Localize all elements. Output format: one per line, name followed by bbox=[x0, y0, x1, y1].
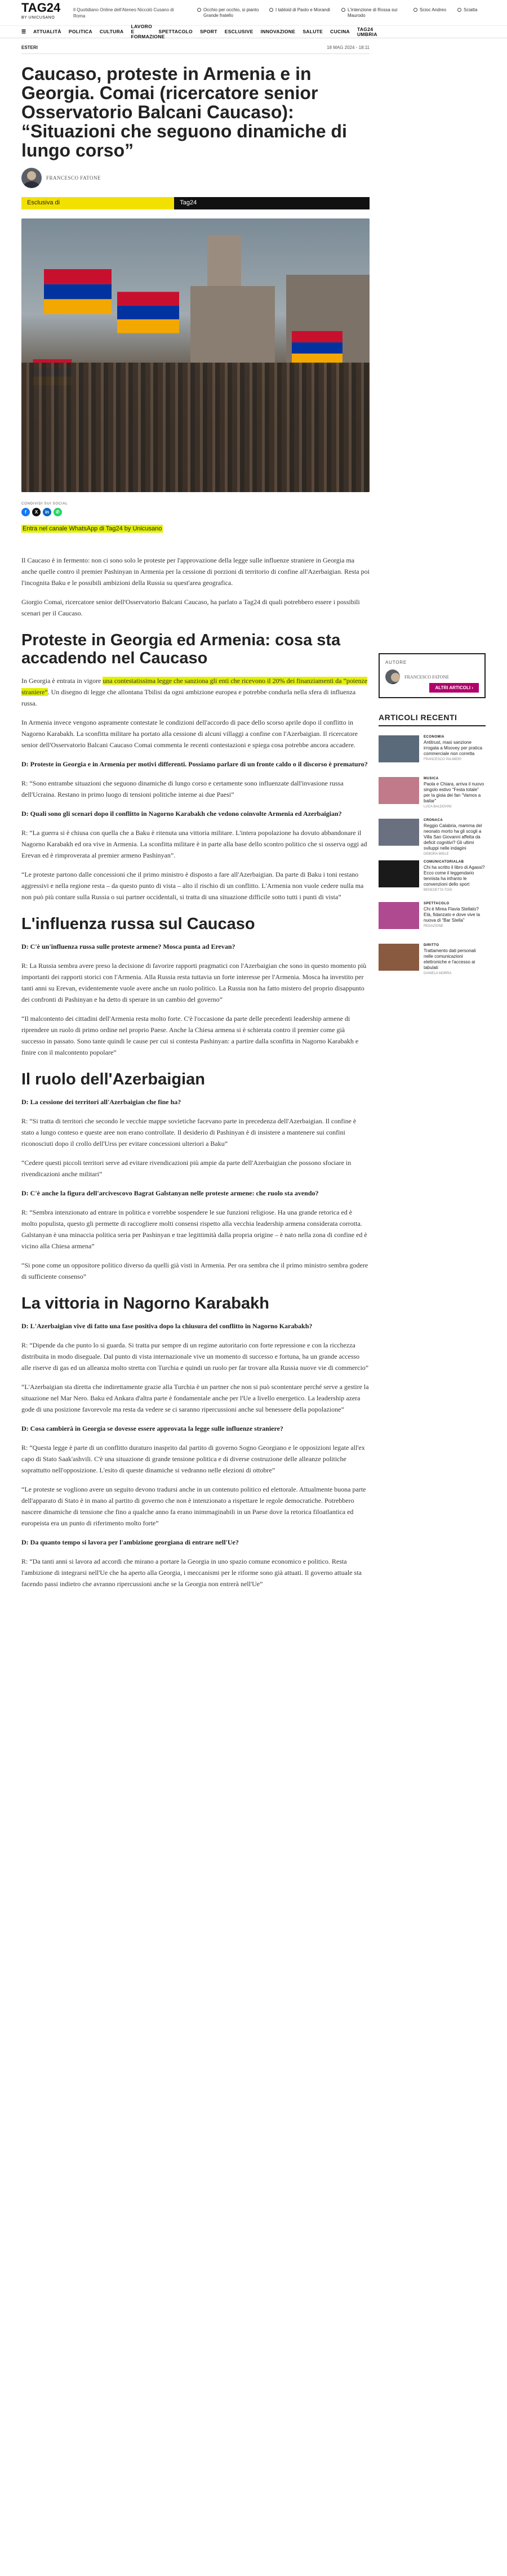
nav-item[interactable]: LAVORO E FORMAZIONE bbox=[131, 24, 165, 39]
sidebar bbox=[379, 38, 486, 1590]
question: D: Cosa cambierà in Georgia se dovesse essere approvata la legge sulle influenze straniere? bbox=[21, 1425, 283, 1432]
recent-article-author: LUCA BALDOVINI bbox=[424, 805, 452, 809]
bullet-icon bbox=[457, 8, 461, 12]
ticker-item[interactable]: I tabloid di Paolo e Morandi bbox=[269, 7, 331, 19]
site-tagline: Il Quotidiano Online dell'Ateneo Niccolò Cusano di Roma bbox=[73, 7, 174, 19]
flag-icon bbox=[292, 331, 343, 365]
recent-article-category[interactable]: MUSICA bbox=[424, 777, 439, 780]
answer: R: “La guerra si è chiusa con quella che a Baku è ritenuta una vittoria militare. L'intera popolazione ha dovuto abbandonare il Nagorno Karabakh ed ora vive in Armenia. La sconfitta militare è in parte alla base dello scontro politico che si osserva oggi ad Erevan ed è rimproverata al premier armeno Pashinyan”. bbox=[21, 829, 367, 859]
article-category[interactable]: ESTERI bbox=[21, 45, 38, 50]
recent-article-title[interactable]: Chi è Mirea Flavia Stellato? Età, fidanzato e dove vive la nuova di “Bar Stella” bbox=[424, 907, 481, 923]
answer: “Si pone come un oppositore politico diverso da quelli già visti in Armenia. Per ora sembra che il primo ministro sembra godere di sufficiente consenso” bbox=[21, 1261, 368, 1280]
recent-article-title[interactable]: Trattamento dati personali nelle comunicazioni elettroniche e l'accesso ai tabulati bbox=[424, 948, 476, 970]
recent-article-thumbnail[interactable] bbox=[379, 777, 419, 804]
ticker-item[interactable]: Scioc Andreo bbox=[413, 7, 447, 19]
nav-item[interactable]: ATTUALITÀ bbox=[33, 29, 61, 34]
nav-item[interactable]: SPORT bbox=[199, 29, 217, 34]
nav-item[interactable]: SPETTACOLO bbox=[158, 29, 193, 34]
paragraph: Giorgio Comai, ricercatore senior dell'Osservatorio Balcani Caucaso, ha parlato a Tag24 di quali potrebbero essere i possibili scenari per il Caucaso. bbox=[21, 598, 360, 617]
flag-icon bbox=[117, 292, 179, 333]
nav-item[interactable]: ESCLUSIVE bbox=[224, 29, 254, 34]
recent-article-thumbnail[interactable] bbox=[379, 860, 419, 887]
recent-articles-list bbox=[379, 735, 486, 976]
nav-item[interactable]: POLITICA bbox=[68, 29, 92, 34]
answer: “Il malcontento dei cittadini dell'Armenia resta molto forte. C'è l'occasione da parte delle precedenti leadership armene di riprendere un ruolo di primo ordine nel proprio Paese. Anche la Chiesa armena si è schierata contro il premier come già successo in passato. Sono tante quindi le cause per cui si contesta Pashinyan: a partire dalla sconfitta in Nagorno Karabakh e finire con il malcontento popolare” bbox=[21, 1015, 359, 1056]
section-heading: La vittoria in Nagorno Karabakh bbox=[21, 1294, 269, 1312]
question: D: L'Azerbaigian vive di fatto una fase positiva dopo la chiusura del conflitto in Nagorno Karabakh? bbox=[21, 1322, 313, 1330]
building-shape bbox=[190, 286, 275, 365]
exclusive-banner bbox=[21, 197, 370, 209]
ticker-item[interactable]: L'intenzione di Rossa sui Maurodo bbox=[341, 7, 403, 19]
answer: R: “Sono entrambe situazioni che seguono dinamiche di lungo corso e certamente sono influenzate dall'invasione russa dell'Ucraina. Restano in primo luogo di tensioni politiche interne ai due Paesi” bbox=[21, 779, 344, 798]
paragraph: In Georgia è entrata in vigore una contestatissima legge che sanziona gli enti che ricevono il 20% dei finanziamenti da “potenze straniere”. Un disegno di legge che allontana Tbilisi da ogni ambizione europea e potrebbe condurla nella sfera di influenza russa. bbox=[21, 677, 368, 707]
recent-article-category[interactable]: SPETTACOLO bbox=[424, 902, 450, 905]
article-meta bbox=[21, 45, 370, 54]
nav-item[interactable]: SALUTE bbox=[303, 29, 323, 34]
section-heading: Il ruolo dell'Azerbaigian bbox=[21, 1070, 205, 1088]
paragraph: Il Caucaso è in fermento: non ci sono solo le proteste per l'approvazione della legge sulle influenze straniere in Georgia ma anche quelle contro il premier Pashinyan in Armenia per la cessione di porzioni di territorio di confine all'Azerbaigian. Resta poi l'incognita Baku e le possibili ambizioni della Russia su quest'area geografica. bbox=[21, 556, 370, 587]
answer: “L'Azerbaigian sta diretta che indirettamente grazie alla Turchia è un partner che non si può scontentare perché serve a gestire la situazione nel Mar Nero. Baku ed Ankara d'altra parte è fondamentale anche per l'Ue a livello energetico. La leadership azera gode di una posizione favorevole ma resta da vedere se ci saranno ripercussioni anche sul benessere della popolazione” bbox=[21, 1383, 369, 1413]
article-photo bbox=[21, 218, 370, 492]
article-title: Caucaso, proteste in Armenia e in Georgia. Comai (ricercatore senior Osservatorio Balcani Caucaso): “Situazioni che seguono dinamiche di lungo corso” bbox=[21, 64, 347, 160]
question: D: Da quanto tempo si lavora per l'ambizione georgiana di entrare nell'Ue? bbox=[21, 1538, 239, 1546]
recent-article-thumbnail[interactable] bbox=[379, 819, 419, 846]
article bbox=[21, 38, 370, 1590]
recent-article-thumbnail[interactable] bbox=[379, 944, 419, 971]
question: D: Quali sono gli scenari dopo il conflitto in Nagorno Karabakh che vedono coinvolte Armenia ed Azerbaigian? bbox=[21, 810, 342, 818]
ticker-item[interactable]: Sciatta bbox=[457, 7, 486, 19]
exclusive-brand: Tag24 bbox=[174, 197, 370, 209]
whatsapp-icon[interactable]: ✆ bbox=[54, 508, 62, 516]
question: D: Proteste in Georgia e in Armenia per motivi differenti. Possiamo parlare di un fronte caldo o il discorso è prematuro? bbox=[21, 760, 368, 768]
x-icon[interactable]: X bbox=[32, 508, 41, 516]
paragraph: In Armenia invece vengono aspramente contestate le condizioni dell'accordo di pace dello scorso aprile dopo il conflitto in Nagorno Karabakh. La sconfitta militare ha portato alla cessione di alcuni villaggi a confine con l'Azerbaigian. Il ricercatore senior dell'Osservatorio Balcani Caucaso Comai commenta le recenti contestazioni e spiega cosa potrebbe ancora accadere. bbox=[21, 718, 358, 749]
answer: “Cedere questi piccoli territori serve ad evitare rivendicazioni più ampie da parte dell'Azerbaigian che possono sfociare in rivendicazioni anche militari” bbox=[21, 1159, 352, 1178]
site-logo[interactable]: TAG24 BY UNICUSANO bbox=[21, 0, 61, 20]
recent-article-category[interactable]: ECONOMIA bbox=[424, 735, 444, 739]
share-label: CONDIVIDI SUI SOCIAL bbox=[21, 502, 68, 506]
answer: “Le proteste se vogliono avere un seguito devono tradursi anche in un contenuto politico ed elettorale. Attualmente buona parte dell'apparato di Stato è in mano al partito di governo che non è intenzionato a rispettare le regole democratiche. Potrebbero nascere dinamiche di tensione che fino a qualche anno fa erano inimmaginabili in un Paese dove la retorica filoatlantica ed europeista era un punto di riferimento molto forte” bbox=[21, 1485, 366, 1527]
nav-item[interactable]: TAG24 UMBRIA bbox=[357, 26, 377, 37]
answer: “Le proteste partono dalle concessioni che il primo ministro è disposto a fare all'Azerbaigian. Da parte di Baku i toni restano aggressivi e nella regione resta – da questo punto di vista – alto il rischio di un conflitto. L'Armenia non vuole cedere nulla ma non può più contare sulla Russia o sui partner occidentali, si tratta di una situazione difficile sotto tutti i punti di vista” bbox=[21, 870, 364, 901]
recent-article-category[interactable]: DIRITTO bbox=[424, 944, 439, 947]
recent-article-author: FRANCESCO PALMIERI bbox=[424, 758, 461, 761]
bullet-icon bbox=[413, 8, 417, 12]
top-bar bbox=[0, 0, 507, 26]
author-name[interactable]: FRANCESCO FATONE bbox=[46, 175, 101, 181]
avatar bbox=[21, 168, 42, 188]
answer: R: “Sembra intenzionato ad entrare in politica e vorrebbe sospendere le sue funzioni religiose. Ha una grande retorica ed è molto populista, questo gli permette di raccogliere molti consensi rispetto alla vecchia leadership armena considerata corrotta. Galstanyan è una minaccia politica seria per Pashinyan e trae legittimità dalla propria origine – è nato nella zona di confine ed è vicino alla Chiesa armena” bbox=[21, 1208, 367, 1250]
bullet-icon bbox=[341, 8, 345, 12]
ticker-item[interactable]: Occhio per occhio, si pianto Grande fratello bbox=[197, 7, 259, 19]
recent-article-category[interactable]: CRONACA bbox=[424, 819, 443, 822]
answer: R: “Si tratta di territori che secondo le vecchie mappe sovietiche facevano parte in precedenza dell'Azerbaigian. Il confine è stato a lungo conteso e queste aree non erano controllate. Il desiderio di Pashinyan è di insistere a mantenere sui confini riconosciuti dopo il crollo dell'Urss per evitare concessioni ulteriori a Baku” bbox=[21, 1117, 357, 1148]
recent-article[interactable] bbox=[379, 777, 486, 810]
crowd-shape bbox=[21, 363, 370, 492]
more-articles-button[interactable]: ALTRI ARTICOLI › bbox=[429, 683, 479, 693]
nav-item[interactable]: INNOVAZIONE bbox=[260, 29, 296, 34]
recent-article[interactable] bbox=[379, 944, 486, 976]
recent-article-thumbnail[interactable] bbox=[379, 735, 419, 762]
ticker-list bbox=[197, 7, 486, 19]
facebook-icon[interactable]: f bbox=[21, 508, 30, 516]
exclusive-label: Esclusiva di bbox=[21, 197, 174, 209]
nav-item[interactable]: CUCINA bbox=[330, 29, 350, 34]
main-nav bbox=[0, 26, 507, 38]
article-author bbox=[21, 168, 370, 188]
author-box-label: AUTORE bbox=[385, 660, 407, 665]
recent-article[interactable] bbox=[379, 902, 486, 935]
recent-article-title[interactable]: Reggio Calabria, mamma del neonato morto ha gli scogli a Villa San Giovanni affetta da deficit cognitivi? Gli ultimi sviluppi nelle indagini bbox=[424, 823, 482, 851]
recent-articles-title: ARTICOLI RECENTI bbox=[379, 713, 486, 726]
article-date: 18 MAG 2024 - 18:11 bbox=[327, 45, 370, 50]
section-heading: L'influenza russa sul Caucaso bbox=[21, 915, 255, 933]
recent-article[interactable] bbox=[379, 819, 486, 856]
nav-item[interactable]: CULTURA bbox=[99, 29, 124, 34]
recent-article-category[interactable]: COMUNICATORIALAB bbox=[424, 860, 464, 864]
recent-article-title[interactable]: Chi ha scritto il libro di Agassi? Ecco come il leggendario tennista ha infranto le convenzioni dello sport bbox=[424, 865, 485, 887]
recent-article-author: DEBORA MIELE bbox=[424, 852, 449, 856]
whatsapp-channel-link[interactable]: Entra nel canale WhatsApp di Tag24 by Unicusano bbox=[23, 525, 162, 532]
flag-icon bbox=[44, 269, 112, 314]
author-box bbox=[379, 653, 486, 698]
recent-article-author: REDAZIONE bbox=[424, 925, 444, 928]
answer: R: La Russia sembra avere preso la decisione di favorire rapporti pragmatici con l'Azerbaigian che sono in questo momento più importanti dei rapporti storici con l'Armenia. Alla Russia resta tuttavia un forte interesse per l'Armenia. Mosca ha investito per tanti anni su Erevan, evidentemente vuole avere anche un ruolo politico. La Russia non ha fatto mistero del proprio disappunto dei confronti di Pashinyan e ha detto di sperare in un cambio del governo” bbox=[21, 962, 367, 1003]
share-bar bbox=[21, 502, 370, 516]
article-body bbox=[21, 555, 370, 1590]
recent-article-title[interactable]: Paola e Chiara, arriva il nuovo singolo estivo “Festa totale” per la gioia dei fan “Vamos a bailar” bbox=[424, 782, 484, 803]
bullet-icon bbox=[269, 8, 273, 12]
recent-article-title[interactable]: Antitrust, maxi sanzione irrogata a Moovey per pratica commerciale non corretta bbox=[424, 740, 483, 756]
answer: R: “Da tanti anni si lavora ad accordi che mirano a portare la Georgia in uno spazio comune economico e politico. Resta l'ambizione di integrarsi nell'Ue che ha aperto alla Georgia, i meccanismi per le riforme sono già attuati. Il governo attuale sta facendo passi indietro che avranno ripercussioni anche se la Georgia non entrerà nell'Ue” bbox=[21, 1557, 362, 1588]
answer: R: “Dipende da che punto lo si guarda. Si tratta pur sempre di un regime autoritario con forte repressione e con la ricchezza distribuita in modo diseguale. Dal punto di vista internazionale vive un momento di successo e fortuna, ha un grande accesso alle riserve di gas ed un alleanza molto stretta con Turchia e quindi un ruolo per far trovare alla Russia nuove vie di commercio” bbox=[21, 1341, 369, 1372]
bullet-icon bbox=[197, 8, 201, 12]
question: D: C'è anche la figura dell'arcivescovo Bagrat Galstanyan nelle proteste armene: che ruolo sta avendo? bbox=[21, 1189, 319, 1197]
menu-icon[interactable]: ☰ bbox=[21, 29, 26, 34]
recent-article[interactable] bbox=[379, 735, 486, 768]
question: D: La cessione dei territori all'Azerbaigian che fine ha? bbox=[21, 1098, 181, 1106]
recent-article-thumbnail[interactable] bbox=[379, 902, 419, 929]
recent-article[interactable] bbox=[379, 860, 486, 893]
question: D: C'è un'influenza russa sulle proteste armene? Mosca punta ad Erevan? bbox=[21, 943, 235, 950]
linkedin-icon[interactable]: in bbox=[43, 508, 51, 516]
recent-article-author: DANIELA MORRA bbox=[424, 972, 452, 975]
recent-article-author: BENEDETTA TOSI bbox=[424, 889, 452, 892]
answer: R: “Questa legge è parte di un conflitto duraturo inasprito dal partito di governo Sogno Georgiano e le opposizioni legate all'ex capo di Stato Saak'ashvili. C'è una situazione di grande tensione politica e di diverse costruzione delle alleanze politiche soprattutto nell'opposizione. L'esito di queste dinamiche si vedranno nelle elezioni di ottobre” bbox=[21, 1444, 365, 1474]
highlighted-link[interactable]: una contestatissima legge che sanziona gli enti che ricevono il 20% dei finanziamenti da “potenze straniere” bbox=[21, 677, 368, 696]
section-heading: Proteste in Georgia ed Armenia: cosa sta accadendo nel Caucaso bbox=[21, 631, 341, 667]
avatar bbox=[385, 669, 400, 684]
author-box-name[interactable]: FRANCESCO FATONE bbox=[404, 674, 450, 680]
